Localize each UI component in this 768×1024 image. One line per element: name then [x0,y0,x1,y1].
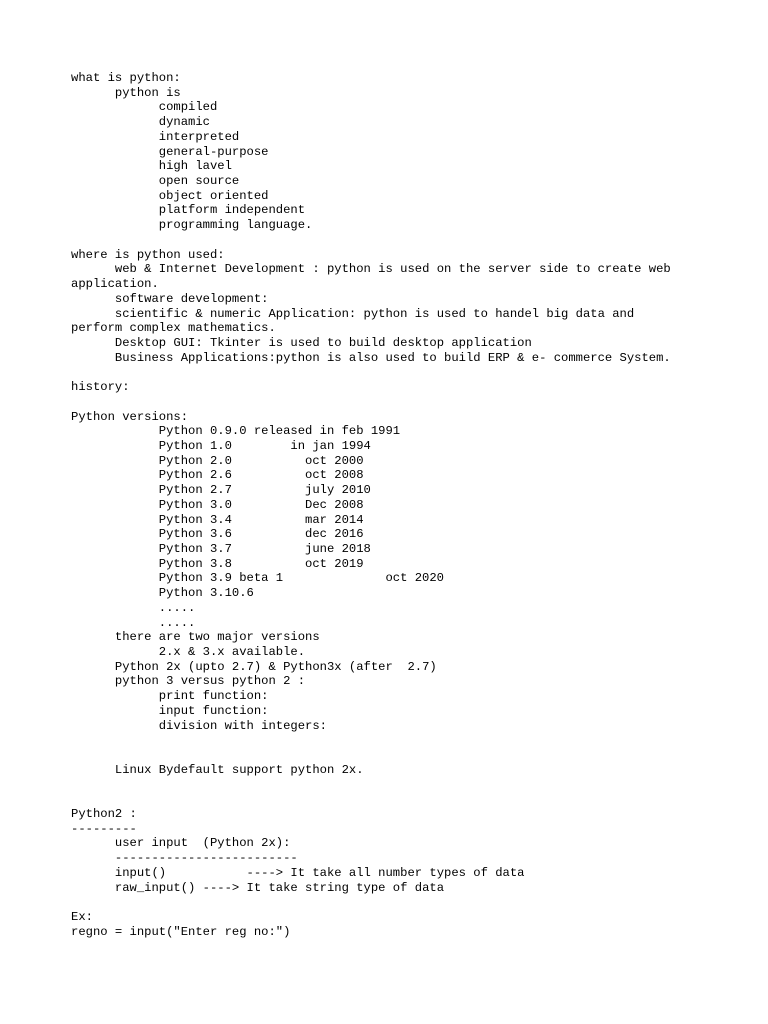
document-page [71,71,761,939]
document-body-text: what is python: python is compiled dynamic interpreted general-purpose high lavel open source object oriented platform independent programming language. where is python used: web & Internet Development : python is used on the server side to create web application. software development: scientific & numeric Application: python is used to handel big data and perform complex mathematics. Desktop GUI: Tkinter is used to build desktop application Business Applications:python is also used to build ERP & e- commerce System. history: Python versions: Python 0.9.0 released in feb 1991 Python 1.0 in jan 1994 Python 2.0 oct 2000 Python 2.6 oct 2008 Python 2.7 july 2010 Python 3.0 Dec 2008 Python 3.4 mar 2014 Python 3.6 dec 2016 Python 3.7 june 2018 Python 3.8 oct 2019 Python 3.9 beta 1 oct 2020 Python 3.10.6 ..... ..... there are two major versions 2.x & 3.x available. Python 2x (upto 2.7) & Python3x (after 2.7) python 3 versus python 2 : print function: input function: division with integers: Linux Bydefault support python 2x. Python2 : --------- user input (Python 2x): ------------------------- input() ----> It take all number types of data raw_input() ----> It take string type of data Ex: regno = input("Enter reg no:") [71,71,671,939]
